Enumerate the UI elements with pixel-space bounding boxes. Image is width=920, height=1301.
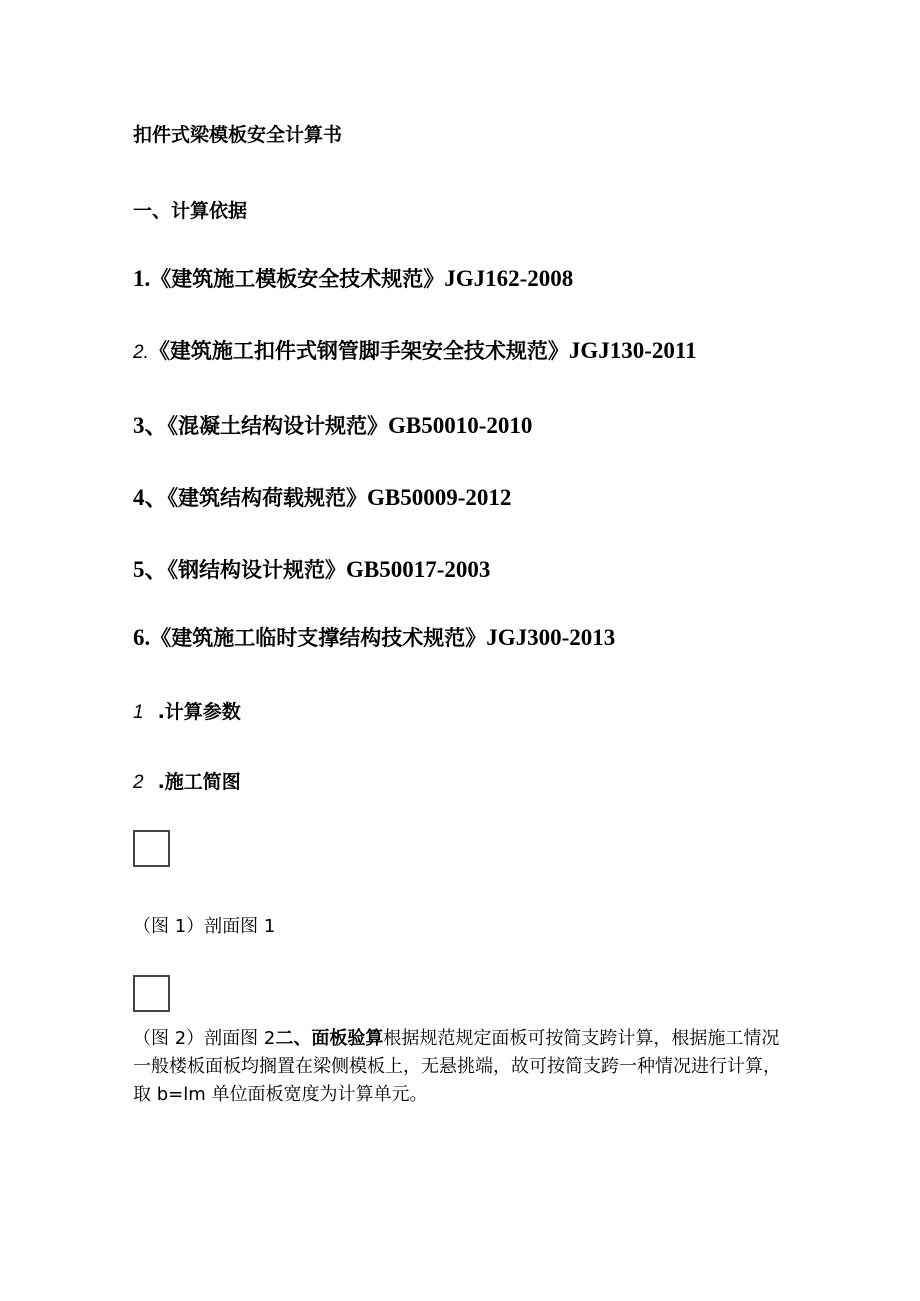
figure-2-caption: （图 2）剖面图 2 xyxy=(133,1028,276,1049)
reference-name: 《建筑施工临时支撑结构技术规范》 xyxy=(150,626,487,650)
reference-item-4 xyxy=(133,479,511,512)
subheading-parameters xyxy=(133,697,241,724)
reference-code: GB50010-2010 xyxy=(388,413,533,438)
subheading-text: .施工简图 xyxy=(157,771,241,793)
figure-1-placeholder xyxy=(133,830,170,867)
reference-name: 《建筑施工扣件式钢管脚手架安全技术规范》 xyxy=(148,339,569,363)
reference-number: 5、 xyxy=(133,557,168,582)
reference-item-1 xyxy=(133,263,573,293)
reference-number: 1. xyxy=(133,266,151,291)
reference-code: JGJ162-2008 xyxy=(444,266,574,291)
subheading-number: 1 xyxy=(133,702,144,723)
reference-number: 2. xyxy=(133,342,149,363)
reference-item-2 xyxy=(133,335,697,365)
reference-item-3 xyxy=(133,407,532,440)
reference-name: 《钢结构设计规范》 xyxy=(167,558,346,582)
reference-code: JGJ130-2011 xyxy=(568,338,697,363)
subheading-diagram xyxy=(133,767,241,794)
paragraph-body: 根据规范规定面板可按简支跨计算，根据施工情况一般楼板面板均搁置在梁侧模板上，无悬挑端，故可按简支跨一种情况进行计算，取 b=lm 单位面板宽度为计算单元。 xyxy=(133,1028,781,1105)
section-heading-panel-check: 二、面板验算 xyxy=(275,1028,384,1049)
reference-number: 4、 xyxy=(133,485,168,510)
reference-name: 《建筑施工模板安全技术规范》 xyxy=(150,267,445,291)
subheading-text: .计算参数 xyxy=(157,701,241,723)
figure-2-placeholder xyxy=(133,975,170,1012)
reference-item-6 xyxy=(133,622,615,652)
section-heading-basis: 一、计算依据 xyxy=(133,200,248,222)
reference-code: GB50009-2012 xyxy=(367,485,512,510)
figure-1-caption: （图 1）剖面图 1 xyxy=(133,916,276,937)
reference-code: JGJ300-2013 xyxy=(486,625,616,650)
reference-number: 6. xyxy=(133,625,151,650)
reference-item-5 xyxy=(133,551,490,584)
reference-number: 3、 xyxy=(133,413,168,438)
subheading-number: 2 xyxy=(133,772,144,793)
panel-check-paragraph xyxy=(133,1025,783,1109)
reference-code: GB50017-2003 xyxy=(346,557,491,582)
reference-name: 《建筑结构荷载规范》 xyxy=(167,486,367,510)
reference-name: 《混凝土结构设计规范》 xyxy=(167,414,388,438)
document-title: 扣件式梁模板安全计算书 xyxy=(133,124,343,146)
